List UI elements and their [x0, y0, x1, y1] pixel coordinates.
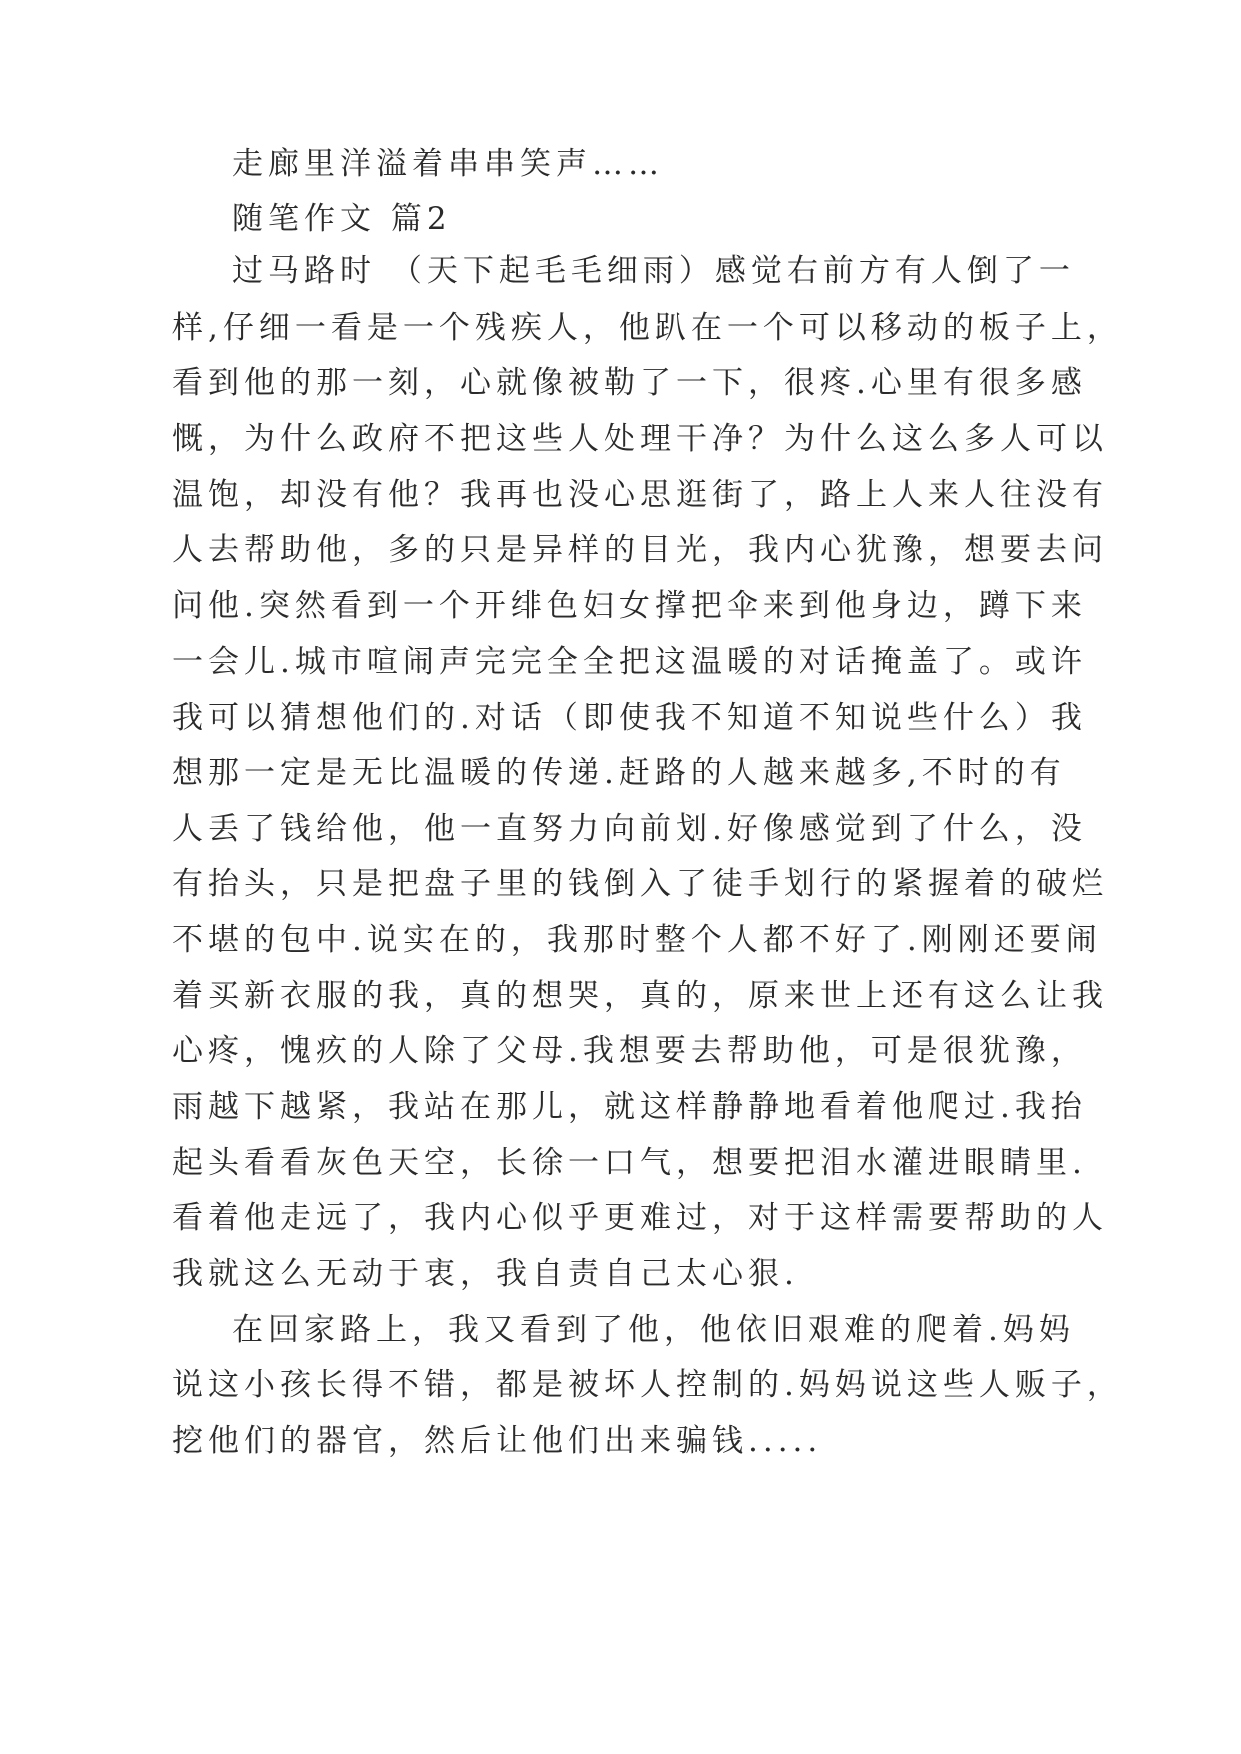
text-line: 过马路时 （天下起毛毛细雨）感觉右前方有人倒了一: [232, 253, 1075, 289]
text-line: 想那一定是无比温暖的传递.赶路的人越来越多,不时的有: [172, 755, 1066, 791]
text-line: 问他.突然看到一个开绯色妇女撑把伞来到他身边，蹲下来: [172, 588, 1087, 624]
text-line: 说这小孩长得不错，都是被坏人控制的.妈妈说这些人贩子，: [172, 1367, 1123, 1403]
text-line: 温饱，却没有他？我再也没心思逛街了，路上人来人往没有: [172, 477, 1108, 513]
text-line: 样,仔细一看是一个残疾人，他趴在一个可以移动的板子上，: [172, 310, 1123, 346]
text-line: 着买新衣服的我，真的想哭，真的，原来世上还有这么让我: [172, 978, 1108, 1014]
text-line: 人去帮助他，多的只是异样的目光，我内心犹豫，想要去问: [172, 532, 1108, 568]
text-line: 慨，为什么政府不把这些人处理干净？为什么这么多人可以: [172, 421, 1108, 457]
text-line: 有抬头，只是把盘子里的钱倒入了徒手划行的紧握着的破烂: [172, 866, 1108, 902]
section-heading: 随笔作文 篇2: [232, 201, 452, 237]
text-line: 一会儿.城市喧闹声完完全全把这温暖的对话掩盖了。或许: [172, 644, 1087, 680]
text-line: 雨越下越紧，我站在那儿，就这样静静地看着他爬过.我抬: [172, 1089, 1087, 1125]
text-line: 看到他的那一刻，心就像被勒了一下，很疼.心里有很多感: [172, 365, 1087, 401]
text-line: 走廊里洋溢着串串笑声……: [232, 146, 664, 182]
text-line: 我可以猜想他们的.对话（即使我不知道不知说些什么）我: [172, 700, 1087, 736]
text-line: 挖他们的器官，然后让他们出来骗钱.....: [172, 1423, 823, 1459]
text-line: 在回家路上，我又看到了他，他依旧艰难的爬着.妈妈: [232, 1312, 1075, 1348]
text-line: 我就这么无动于衷，我自责自己太心狠.: [172, 1256, 799, 1292]
text-line: 看着他走远了，我内心似乎更难过，对于这样需要帮助的人: [172, 1200, 1108, 1236]
text-line: 人丢了钱给他，他一直努力向前划.好像感觉到了什么，没: [172, 811, 1087, 847]
text-line: 心疼，愧疚的人除了父母.我想要去帮助他，可是很犹豫，: [172, 1033, 1087, 1069]
text-line: 起头看看灰色天空，长徐一口气，想要把泪水灌进眼睛里.: [172, 1145, 1087, 1181]
text-line: 不堪的包中.说实在的，我那时整个人都不好了.刚刚还要闹: [172, 922, 1102, 958]
